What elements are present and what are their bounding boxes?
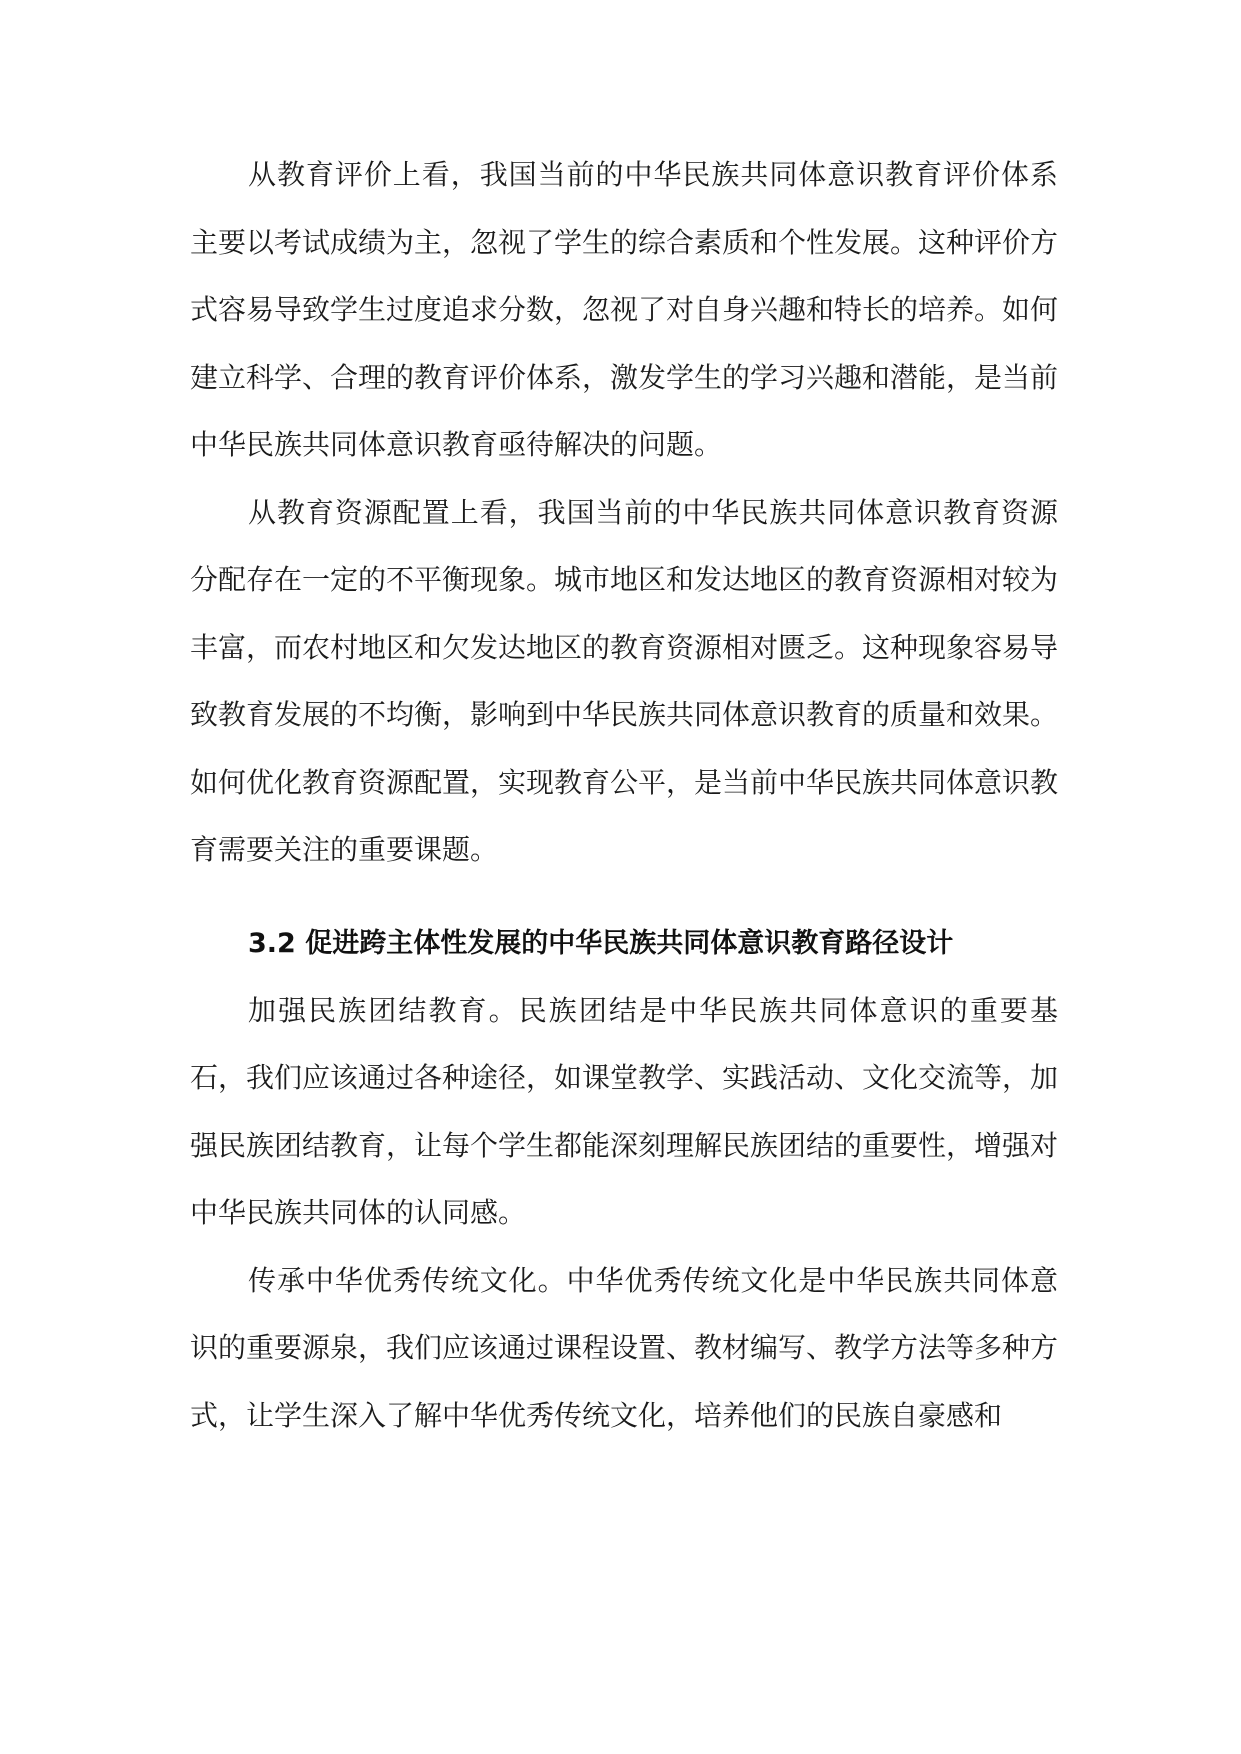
page-content [190,141,1058,1449]
paragraph-education-evaluation: 从教育评价上看，我国当前的中华民族共同体意识教育评价体系主要以考试成绩为主，忽视了学生的综合素质和个性发展。这种评价方式容易导致学生过度追求分数，忽视了对自身兴趣和特长的培养。如何建立科学、合理的教育评价体系，激发学生的学习兴趣和潜能，是当前中华民族共同体意识教育亟待解决的问题。 [190,158,1059,461]
paragraph-resource-allocation: 从教育资源配置上看，我国当前的中华民族共同体意识教育资源分配存在一定的不平衡现象。城市地区和发达地区的教育资源相对较为丰富，而农村地区和欠发达地区的教育资源相对匮乏。这种现象容易导致教育发展的不均衡，影响到中华民族共同体意识教育的质量和效果。如何优化教育资源配置，实现教育公平，是当前中华民族共同体意识教育需要关注的重要课题。 [190,495,1059,866]
section-heading: 3.2 促进跨主体性发展的中华民族共同体意识教育路径设计 [248,927,954,959]
paragraph-traditional-culture: 传承中华优秀传统文化。中华优秀传统文化是中华民族共同体意识的重要源泉，我们应该通过课程设置、教材编写、教学方法等多种方式，让学生深入了解中华优秀传统文化，培养他们的民族自豪感和 [190,1263,1059,1432]
paragraph-ethnic-unity: 加强民族团结教育。民族团结是中华民族共同体意识的重要基石，我们应该通过各种途径，如课堂教学、实践活动、文化交流等，加强民族团结教育，让每个学生都能深刻理解民族团结的重要性，增强对中华民族共同体的认同感。 [190,993,1059,1229]
